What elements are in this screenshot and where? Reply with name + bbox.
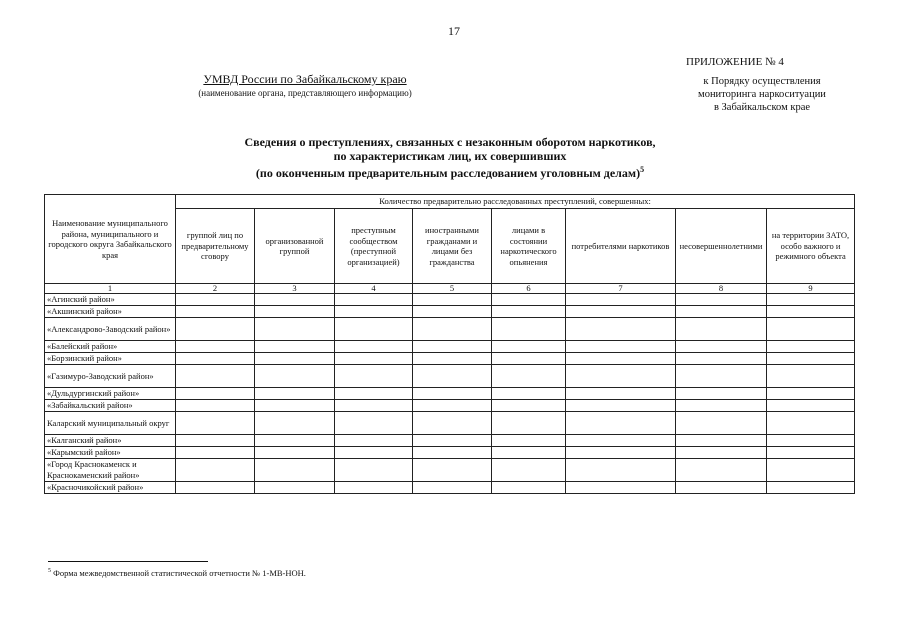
value-cell[interactable] [767,447,855,459]
column-number: 7 [566,284,676,294]
value-cell[interactable] [767,353,855,365]
value-cell[interactable] [413,341,492,353]
value-cell[interactable] [767,482,855,494]
value-cell[interactable] [566,365,676,388]
district-name-cell: «Дульдургинский район» [45,388,176,400]
table-row [45,388,855,400]
column-header: лицами в состоянии наркотического опьянения [492,209,566,284]
value-cell[interactable] [767,459,855,482]
value-cell[interactable] [492,365,566,388]
table-row [45,341,855,353]
value-cell[interactable] [335,435,413,447]
value-cell[interactable] [176,459,255,482]
value-cell[interactable] [255,341,335,353]
column-number: 1 [45,284,176,294]
value-cell[interactable] [335,318,413,341]
value-cell[interactable] [566,447,676,459]
column-number: 5 [413,284,492,294]
value-cell[interactable] [255,459,335,482]
district-name-cell: «Калганский район» [45,435,176,447]
value-cell[interactable] [255,447,335,459]
value-cell[interactable] [767,435,855,447]
value-cell[interactable] [413,435,492,447]
column-header: на территории ЗАТО, особо важного и режимного объекта [767,209,855,284]
district-name-cell: «Красночикойский район» [45,482,176,494]
value-cell[interactable] [176,388,255,400]
value-cell[interactable] [255,435,335,447]
table-row [45,482,855,494]
value-cell[interactable] [413,306,492,318]
value-cell[interactable] [676,400,767,412]
table-row [45,365,855,388]
table-row [45,353,855,365]
column-number: 2 [176,284,255,294]
value-cell[interactable] [767,400,855,412]
column-header: несовершеннолетними [676,209,767,284]
value-cell[interactable] [413,353,492,365]
value-cell[interactable] [335,400,413,412]
district-name-cell: «Акшинский район» [45,306,176,318]
title-line: Сведения о преступлениях, связанных с незаконным оборотом наркотиков, [244,135,656,149]
table-row [45,412,855,435]
appendix-line: к Порядку осуществления [703,76,821,87]
value-cell[interactable] [335,306,413,318]
value-cell[interactable] [176,447,255,459]
value-cell[interactable] [676,388,767,400]
column-header: преступным сообществом (преступной организацией) [335,209,413,284]
value-cell[interactable] [492,482,566,494]
value-cell[interactable] [335,412,413,435]
organization-block [140,72,470,98]
value-cell[interactable] [492,341,566,353]
value-cell[interactable] [767,341,855,353]
value-cell[interactable] [176,482,255,494]
table-row [45,447,855,459]
value-cell[interactable] [492,306,566,318]
district-name-cell: Каларский муниципальный округ [45,412,176,435]
value-cell[interactable] [335,459,413,482]
value-cell[interactable] [566,388,676,400]
value-cell[interactable] [413,412,492,435]
value-cell[interactable] [413,294,492,306]
value-cell[interactable] [492,447,566,459]
value-cell[interactable] [676,482,767,494]
value-cell[interactable] [676,353,767,365]
column-number: 3 [255,284,335,294]
value-cell[interactable] [492,353,566,365]
value-cell[interactable] [676,341,767,353]
column-header: потребителями наркотиков [566,209,676,284]
value-cell[interactable] [176,306,255,318]
value-cell[interactable] [566,318,676,341]
group-header: Количество предварительно расследованных преступлений, совершенных: [176,195,855,209]
table-row [45,306,855,318]
value-cell[interactable] [767,365,855,388]
value-cell[interactable] [255,412,335,435]
footnote-mark: 5 [48,568,51,575]
value-cell[interactable] [676,306,767,318]
district-name-cell: «Газимуро-Заводский район» [45,365,176,388]
value-cell[interactable] [566,294,676,306]
district-name-cell: «Александрово-Заводский район» [45,318,176,341]
title-line-last [200,163,700,180]
footnote-text: Форма межведомственной статистической отчетности № 1-МВ-НОН. [53,568,306,578]
value-cell[interactable] [492,318,566,341]
value-cell[interactable] [176,365,255,388]
district-name-cell: «Город Краснокаменск и Краснокаменский район» [45,459,176,482]
value-cell[interactable] [335,388,413,400]
value-cell[interactable] [176,412,255,435]
value-cell[interactable] [413,318,492,341]
column-header: группой лиц по предварительному сговору [176,209,255,284]
first-column-header: Наименование муниципального района, муниципального и городского округа Забайкальского края [45,195,176,284]
value-cell[interactable] [255,482,335,494]
value-cell[interactable] [566,341,676,353]
value-cell[interactable] [413,482,492,494]
table-row [45,318,855,341]
table-row [45,400,855,412]
report-table [44,194,855,494]
value-cell[interactable] [255,318,335,341]
appendix-line: в Забайкальском крае [713,102,811,113]
value-cell[interactable] [413,459,492,482]
district-name-cell: «Забайкальский район» [45,400,176,412]
value-cell[interactable] [767,294,855,306]
value-cell[interactable] [676,412,767,435]
title-footnote-mark: 5 [640,165,645,174]
value-cell[interactable] [676,435,767,447]
value-cell[interactable] [255,294,335,306]
value-cell[interactable] [255,400,335,412]
value-cell[interactable] [566,353,676,365]
appendix-title: ПРИЛОЖЕНИЕ № 4 [686,56,784,68]
footnote [48,568,306,578]
value-cell[interactable] [676,365,767,388]
value-cell[interactable] [176,435,255,447]
column-number: 9 [767,284,855,294]
district-name-cell: «Карымский район» [45,447,176,459]
document-title [200,135,700,180]
value-cell[interactable] [767,388,855,400]
value-cell[interactable] [492,388,566,400]
organization-caption: (наименование органа, представляющего информацию) [198,88,412,98]
value-cell[interactable] [492,400,566,412]
value-cell[interactable] [176,318,255,341]
column-number-row [45,284,855,294]
column-number: 6 [492,284,566,294]
value-cell[interactable] [492,294,566,306]
title-line: по характеристикам лиц, их совершивших [333,149,567,163]
value-cell[interactable] [335,294,413,306]
value-cell[interactable] [255,365,335,388]
value-cell[interactable] [335,482,413,494]
value-cell[interactable] [335,341,413,353]
value-cell[interactable] [767,412,855,435]
title-line: (по оконченным предварительным расследованием уголовным делам) [255,166,641,180]
column-number: 8 [676,284,767,294]
value-cell[interactable] [176,400,255,412]
column-header: организованной группой [255,209,335,284]
value-cell[interactable] [255,388,335,400]
value-cell[interactable] [492,459,566,482]
value-cell[interactable] [335,365,413,388]
value-cell[interactable] [676,318,767,341]
footnote-separator [48,561,208,562]
column-header: иностранными гражданами и лицами без гражданства [413,209,492,284]
value-cell[interactable] [566,435,676,447]
table-row [45,459,855,482]
value-cell[interactable] [566,459,676,482]
value-cell[interactable] [566,306,676,318]
value-cell[interactable] [492,412,566,435]
value-cell[interactable] [676,459,767,482]
value-cell[interactable] [413,388,492,400]
district-name-cell: «Балейский район» [45,341,176,353]
value-cell[interactable] [413,447,492,459]
district-name-cell: «Борзинский район» [45,353,176,365]
value-cell[interactable] [767,306,855,318]
value-cell[interactable] [566,482,676,494]
value-cell[interactable] [676,294,767,306]
value-cell[interactable] [676,447,767,459]
value-cell[interactable] [255,353,335,365]
value-cell[interactable] [413,400,492,412]
table-header-row [45,195,855,209]
table-row [45,294,855,306]
page-number: 17 [448,24,460,38]
table-row [45,435,855,447]
value-cell[interactable] [566,412,676,435]
value-cell[interactable] [566,400,676,412]
appendix-line: мониторинга наркоситуации [698,89,826,100]
value-cell[interactable] [335,353,413,365]
organization-name: УМВД России по Забайкальскому краю [203,72,407,86]
column-number: 4 [335,284,413,294]
value-cell[interactable] [176,353,255,365]
value-cell[interactable] [335,447,413,459]
value-cell[interactable] [492,435,566,447]
value-cell[interactable] [413,365,492,388]
value-cell[interactable] [767,318,855,341]
value-cell[interactable] [255,306,335,318]
value-cell[interactable] [176,341,255,353]
district-name-cell: «Агинский район» [45,294,176,306]
value-cell[interactable] [176,294,255,306]
